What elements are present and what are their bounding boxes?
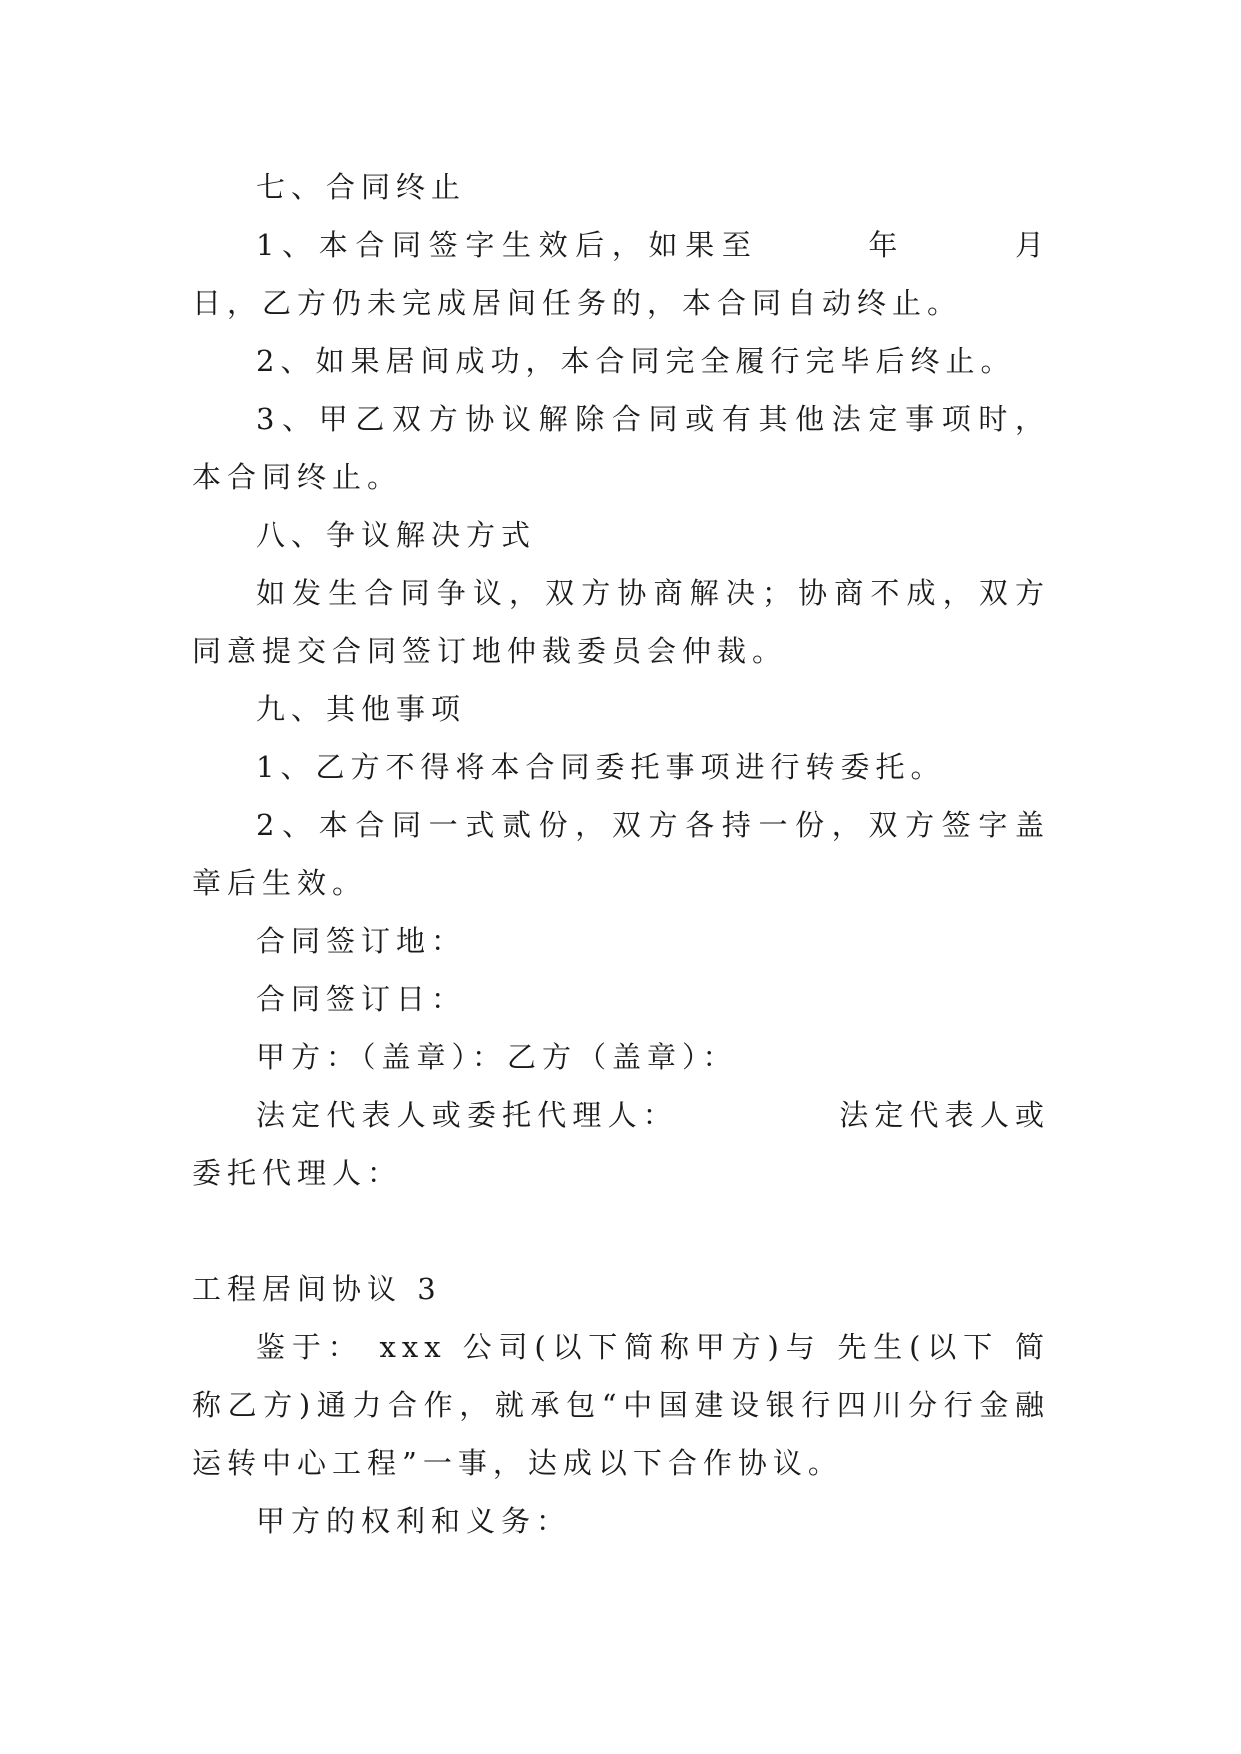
heading-termination: 七、合同终止 <box>256 170 467 204</box>
clause-dispute: 如发生合同争议，双方协商解决；协商不成，双方同意提交合同签订地仲裁委员会仲裁。 <box>192 576 1050 668</box>
section-title: 工程居间协议 3 <box>192 1272 442 1306</box>
signing-place: 合同签订地： <box>256 924 467 958</box>
heading-party-a-rights: 甲方的权利和义务： <box>256 1504 572 1538</box>
clause-termination-3: 3、甲乙双方协议解除合同或有其他法定事项时，本合同终止。 <box>192 402 1050 494</box>
clause-other-2: 2、本合同一式贰份，双方各持一份，双方签字盖章后生效。 <box>192 808 1050 900</box>
document-body <box>192 158 1086 1550</box>
section-spacer <box>192 1202 1050 1260</box>
clause-termination-2: 2、如果居间成功，本合同完全履行完毕后终止。 <box>256 344 1016 378</box>
heading-dispute: 八、争议解决方式 <box>256 518 537 552</box>
legal-representatives: 法定代表人或委托代理人： 法定代表人或委托代理人： <box>192 1098 1050 1190</box>
preamble: 鉴于： xxx 公司(以下简称甲方)与 先生(以下 简称乙方)通力合作，就承包“中国建设银行四川分行金融运转中心工程”一事，达成以下合作协议。 <box>192 1330 1050 1480</box>
clause-termination-1: 1、本合同签字生效后，如果至 年 月 日，乙方仍未完成居间任务的，本合同自动终止。 <box>192 228 1086 320</box>
clause-other-1: 1、乙方不得将本合同委托事项进行转委托。 <box>256 750 946 784</box>
party-seals: 甲方：（盖章）：乙方（盖章）： <box>256 1040 738 1074</box>
signing-date: 合同签订日： <box>256 982 467 1016</box>
heading-other-matters: 九、其他事项 <box>256 692 467 726</box>
